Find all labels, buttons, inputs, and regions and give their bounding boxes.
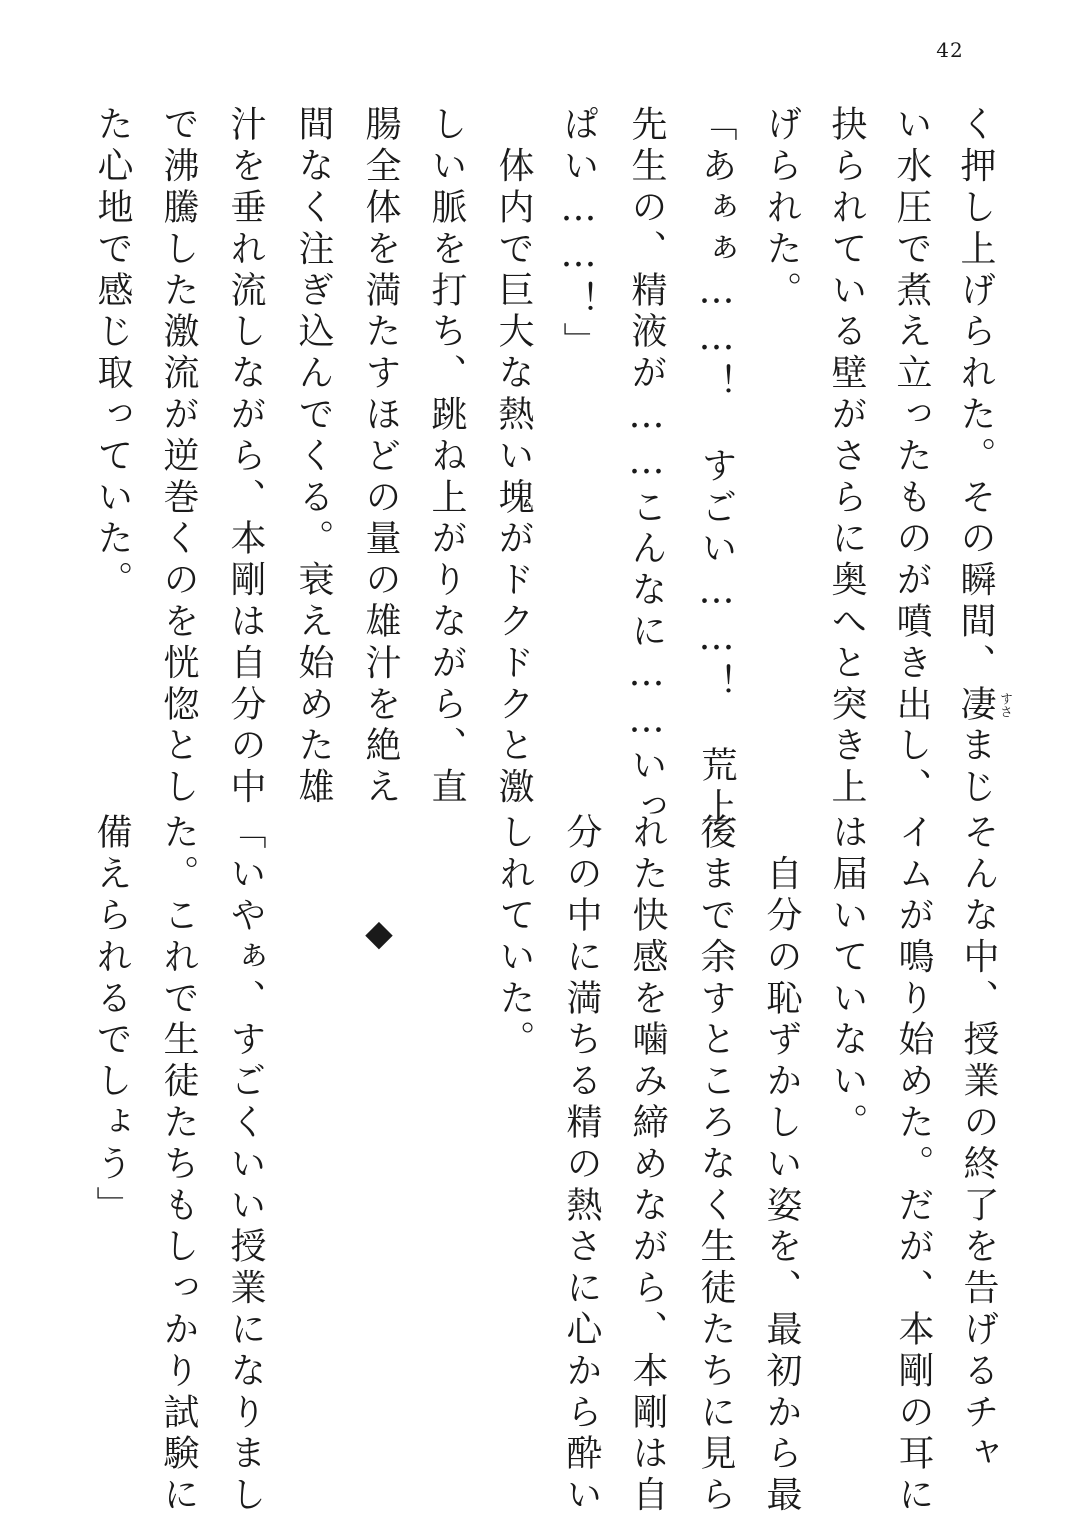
text-column: 腸全体を満たすほどの量の雄汁を絶え (360, 105, 401, 809)
text-column: 後まで余すところなく生徒たちに見ら (695, 813, 736, 1517)
ruby-base-text: 凄 (955, 684, 996, 727)
text-column: た。これで生徒たちもしっかり試験に (158, 813, 199, 1517)
ruby-base (955, 684, 1012, 727)
text-column (955, 105, 1012, 809)
text-column: 汁を垂れ流しながら、本剛は自分の中 (225, 105, 266, 809)
text-column: 間なく注ぎ込んでくる。衰え始めた雄 (293, 105, 334, 809)
text-column: しれていた。 (494, 813, 535, 1062)
text-column: 「いやぁ、すごくいい授業になりまし (225, 813, 266, 1517)
text-column: 備えられるでしょう」 (91, 813, 132, 1227)
text-column: ぱい……！」 (558, 105, 599, 364)
text-column: い水圧で煮え立ったものが噴き出し、 (891, 105, 932, 809)
text-line: まじ (955, 726, 996, 809)
text-column: は届いていない。 (827, 813, 868, 1145)
section-separator: ◆ (365, 913, 393, 954)
text-column: 先生の、精液が……こんなに……いっ (626, 105, 667, 829)
text-column: 自分の恥ずかしい姿を、最初から最 (761, 813, 802, 1517)
text-column: で沸騰した激流が逆巻くのを恍惚とし (158, 105, 199, 809)
text-column: しい脈を打ち、跳ね上がりながら、直 (426, 105, 467, 809)
page-number: 42 (936, 38, 964, 62)
text-column: 抉られている壁がさらに奥へと突き上 (826, 105, 867, 809)
text-column: イムが鳴り始めた。だが、本剛の耳に (893, 813, 934, 1517)
text-column: 「あぁぁ……！ すごい……！ 荒上 (696, 105, 737, 829)
text-line: く押し上げられた。その瞬間、 (955, 105, 996, 685)
text-column: た心地で感じ取っていた。 (92, 105, 133, 602)
text-column: 分の中に満ちる精の熱さに心から酔い (561, 813, 602, 1517)
text-column: 体内で巨大な熱い塊がドクドクと激 (493, 105, 534, 809)
text-column: そんな中、授業の終了を告げるチャ (958, 813, 999, 1476)
text-column: れた快感を噛み締めながら、本剛は自 (627, 813, 668, 1517)
ruby-reading: すさ (997, 692, 1012, 719)
text-column: げられた。 (761, 105, 802, 312)
